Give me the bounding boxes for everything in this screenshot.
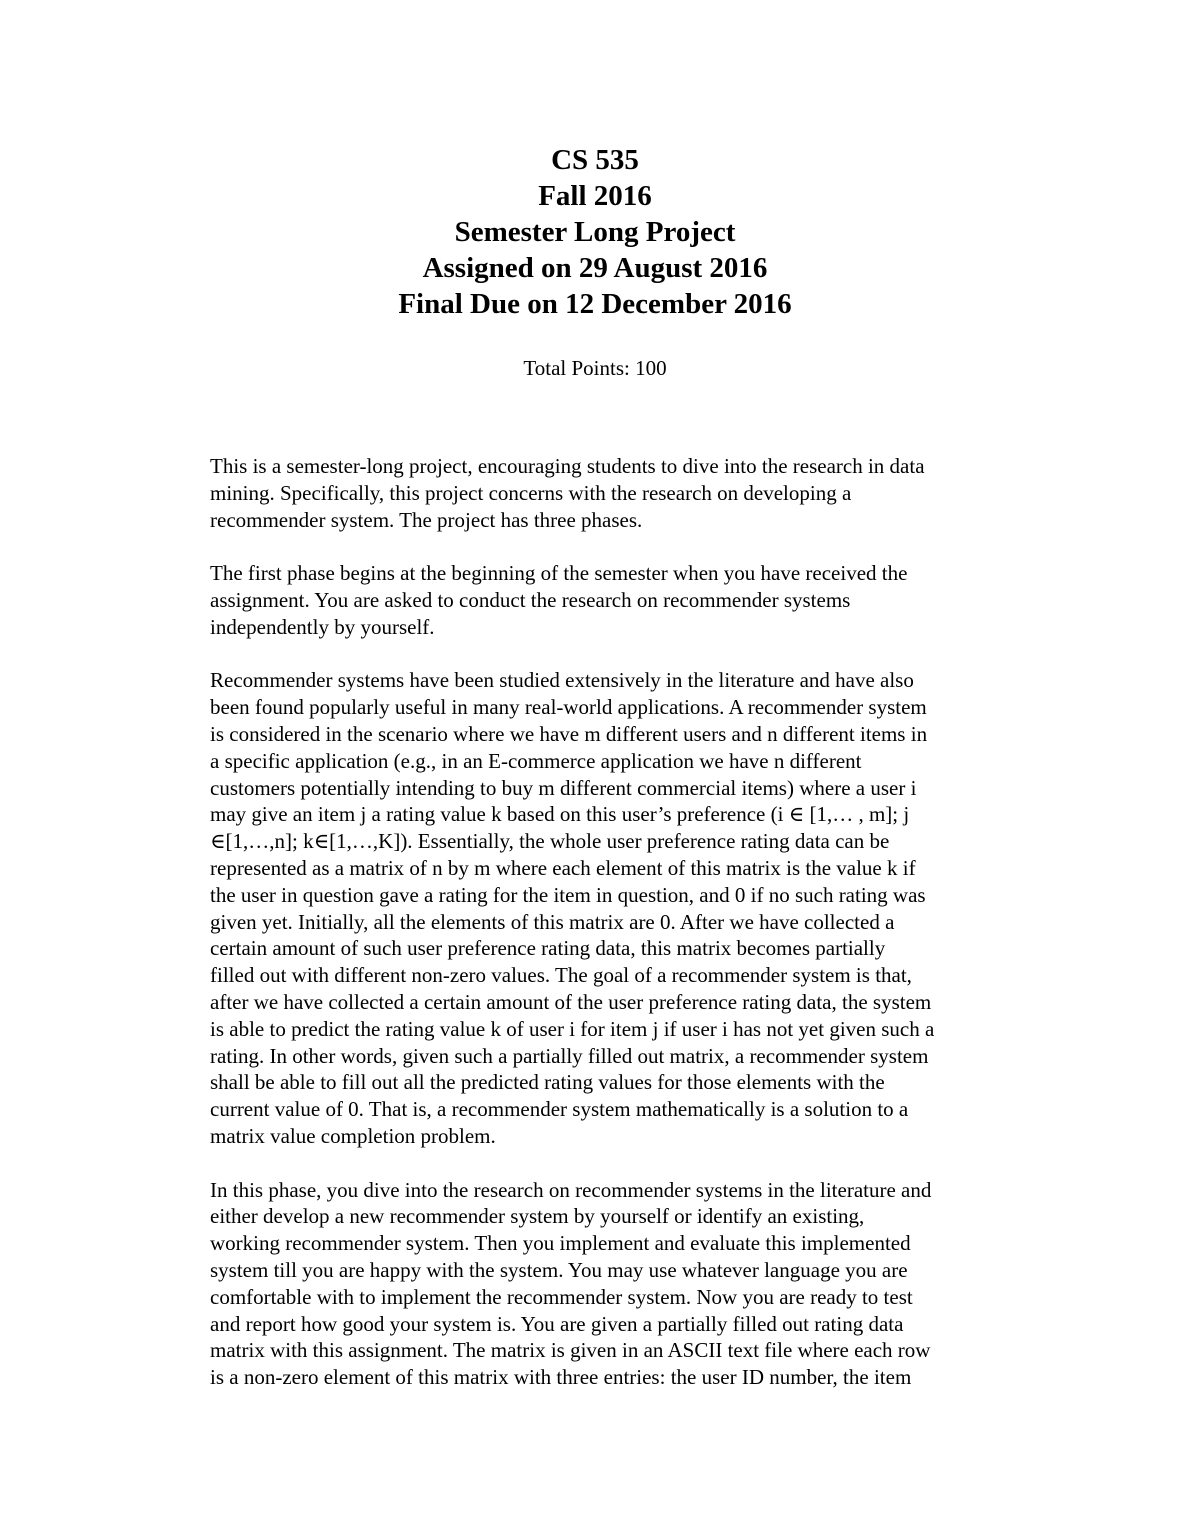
paragraph-line: given yet. Initially, all the elements of this matrix are 0. After we have collected a: [210, 909, 895, 934]
paragraph-line: a specific application (e.g., in an E-commerce application we have n different: [210, 748, 862, 773]
paragraph-line: matrix with this assignment. The matrix is given in an ASCII text file where each row: [210, 1338, 931, 1363]
paragraph-line: the user in question gave a rating for the item in question, and 0 if no such rating was: [210, 882, 926, 907]
paragraph-line: mining. Specifically, this project concerns with the research on developing a: [210, 480, 852, 505]
paragraph-line: current value of 0. That is, a recommender system mathematically is a solution to a: [210, 1097, 909, 1122]
total-points: Total Points: 100: [523, 356, 667, 380]
paragraph-line: matrix value completion problem.: [210, 1123, 496, 1148]
assigned-date: Assigned on 29 August 2016: [422, 252, 768, 284]
paragraph-line: after we have collected a certain amount of the user preference rating data, the system: [210, 989, 932, 1014]
paragraph-line: independently by yourself.: [210, 614, 435, 639]
paragraph-line: working recommender system. Then you implement and evaluate this implemented: [210, 1231, 911, 1256]
paragraph-line: The first phase begins at the beginning of the semester when you have received the: [210, 561, 908, 586]
paragraph-1: [210, 453, 1025, 533]
paragraph-line: ∈[1,…,n]; k∈[1,…,K]). Essentially, the whole user preference rating data can be: [210, 829, 890, 854]
paragraph-4: [210, 1177, 1025, 1391]
paragraph-2: [210, 560, 1025, 640]
paragraph-line: may give an item j a rating value k based on this user’s preference (i ∈ [1,… , m]; j: [210, 802, 910, 827]
paragraph-line: represented as a matrix of n by m where each element of this matrix is the value k if: [210, 855, 916, 880]
title-block: [0, 142, 1190, 322]
paragraph-line: and report how good your system is. You are given a partially filled out rating data: [210, 1311, 904, 1336]
paragraph-line: is able to predict the rating value k of user i for item j if user i has not yet given such a: [210, 1016, 935, 1041]
body-text: [210, 453, 1025, 1391]
project-title: Semester Long Project: [454, 216, 736, 248]
paragraph-line: certain amount of such user preference rating data, this matrix becomes partially: [210, 936, 886, 961]
paragraph-line: is considered in the scenario where we have m different users and n different items in: [210, 721, 928, 746]
paragraph-line: rating. In other words, given such a partially filled out matrix, a recommender system: [210, 1043, 929, 1068]
paragraph-line: shall be able to fill out all the predicted rating values for those elements with the: [210, 1070, 885, 1095]
due-date: Final Due on 12 December 2016: [398, 288, 792, 320]
paragraph-line: recommender system. The project has three phases.: [210, 507, 643, 532]
paragraph-line: been found popularly useful in many real-world applications. A recommender system: [210, 695, 927, 720]
course-title: CS 535: [551, 144, 639, 176]
paragraph-line: filled out with different non-zero values. The goal of a recommender system is that,: [210, 963, 912, 988]
paragraph-3: [210, 667, 1025, 1149]
paragraph-line: This is a semester-long project, encouraging students to dive into the research in data: [210, 454, 925, 478]
paragraph-line: either develop a new recommender system by yourself or identify an existing,: [210, 1204, 865, 1229]
paragraph-line: is a non-zero element of this matrix with three entries: the user ID number, the item: [210, 1365, 912, 1390]
semester-title: Fall 2016: [538, 180, 652, 212]
paragraph-line: system till you are happy with the system. You may use whatever language you are: [210, 1257, 908, 1282]
paragraph-line: In this phase, you dive into the research on recommender systems in the literature and: [210, 1177, 932, 1202]
paragraph-line: customers potentially intending to buy m different commercial items) where a user i: [210, 775, 917, 800]
paragraph-line: comfortable with to implement the recommender system. Now you are ready to test: [210, 1284, 913, 1309]
paragraph-line: assignment. You are asked to conduct the research on recommender systems: [210, 587, 851, 612]
paragraph-line: Recommender systems have been studied extensively in the literature and have also: [210, 668, 914, 693]
